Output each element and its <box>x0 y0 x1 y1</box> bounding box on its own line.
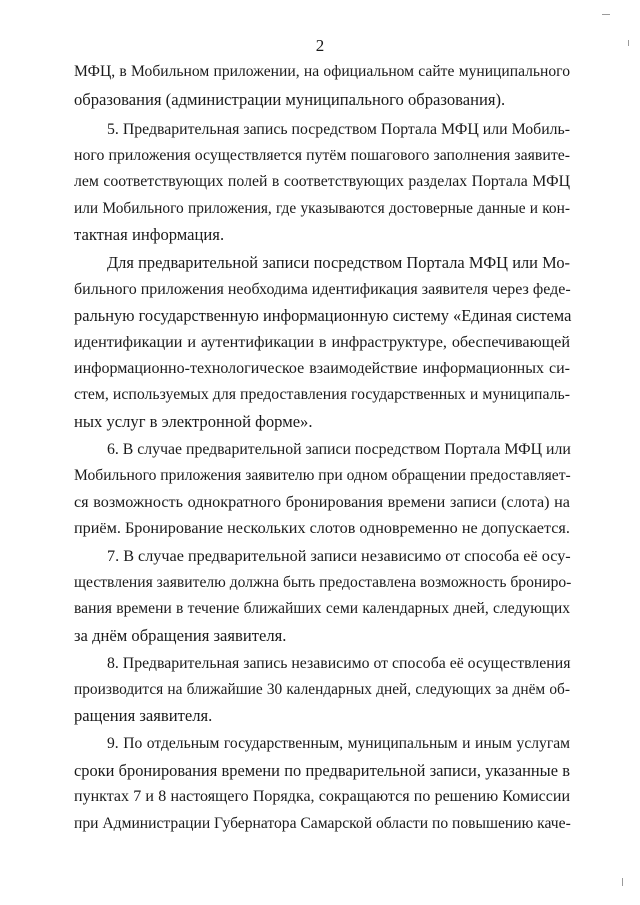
scan-artifact <box>602 14 610 15</box>
text-line: 7. В случае предварительной записи независимо от способа её осу- <box>107 547 571 565</box>
text-line: бильного приложения необходима идентификация заявителя через феде- <box>74 281 571 298</box>
text-line: сроки бронирования времени по предварительной записи, указанные в <box>74 761 570 780</box>
page-number: 2 <box>315 36 325 55</box>
text-line: лем соответствующих полей в соответствующих разделах Портала МФЦ <box>74 173 570 190</box>
text-line: МФЦ, в Мобильном приложении, на официальном сайте муниципального <box>74 63 570 80</box>
text-line: ращения заявителя. <box>74 706 213 725</box>
text-line: ральную государственную информационную систему «Единая система <box>74 306 572 325</box>
text-line: стем, используемых для предоставления государственных и муниципаль- <box>74 386 570 403</box>
text-line: 8. Предварительная запись независимо от способа её осуществления <box>107 655 571 672</box>
text-line: Мобильного приложения заявителю при одном обращении предоставляет- <box>74 467 571 484</box>
text-line: тактная информация. <box>74 225 225 244</box>
text-line: ществления заявителю должна быть предоставлена возможность брониро- <box>74 574 572 591</box>
text-line: производится на ближайшие 30 календарных дней, следующих за днём об- <box>74 681 570 698</box>
text-line: вания времени в течение ближайших семи календарных дней, следующих <box>74 600 570 617</box>
text-line: приём. Бронирование нескольких слотов одновременно не допускается. <box>74 519 570 537</box>
text-line: информационно-технологическое взаимодействие информационных си- <box>74 360 570 377</box>
text-line: 6. В случае предварительной записи посредством Портала МФЦ или <box>107 441 571 458</box>
text-line: идентификации и аутентификации в инфраструктуре, обеспечивающей <box>74 333 570 351</box>
text-line: Для предварительной записи посредством Портала МФЦ или Мо- <box>107 253 570 272</box>
text-line: или Мобильного приложения, где указываются достоверные данные и кон- <box>74 200 570 217</box>
text-line: пунктах 7 и 8 настоящего Порядка, сокращаются по решению Комиссии <box>74 788 570 805</box>
text-line: 9. По отдельным государственным, муниципальным и иным услугам <box>107 735 570 752</box>
text-line: ся возможность однократного бронирования времени записи (слота) на <box>74 493 570 511</box>
text-line: ных услуг в электронной форме». <box>74 412 313 431</box>
text-line: ного приложения осуществляется путём пошагового заполнения заявите- <box>74 147 570 164</box>
scan-artifact <box>628 40 629 46</box>
scan-artifact <box>622 878 623 886</box>
text-line: за днём обращения заявителя. <box>74 626 287 645</box>
text-line: при Администрации Губернатора Самарской области по повышению каче- <box>74 815 571 832</box>
text-line: образования (администрации муниципального образования). <box>74 90 506 109</box>
text-line: 5. Предварительная запись посредством Портала МФЦ или Мобиль- <box>107 121 570 138</box>
